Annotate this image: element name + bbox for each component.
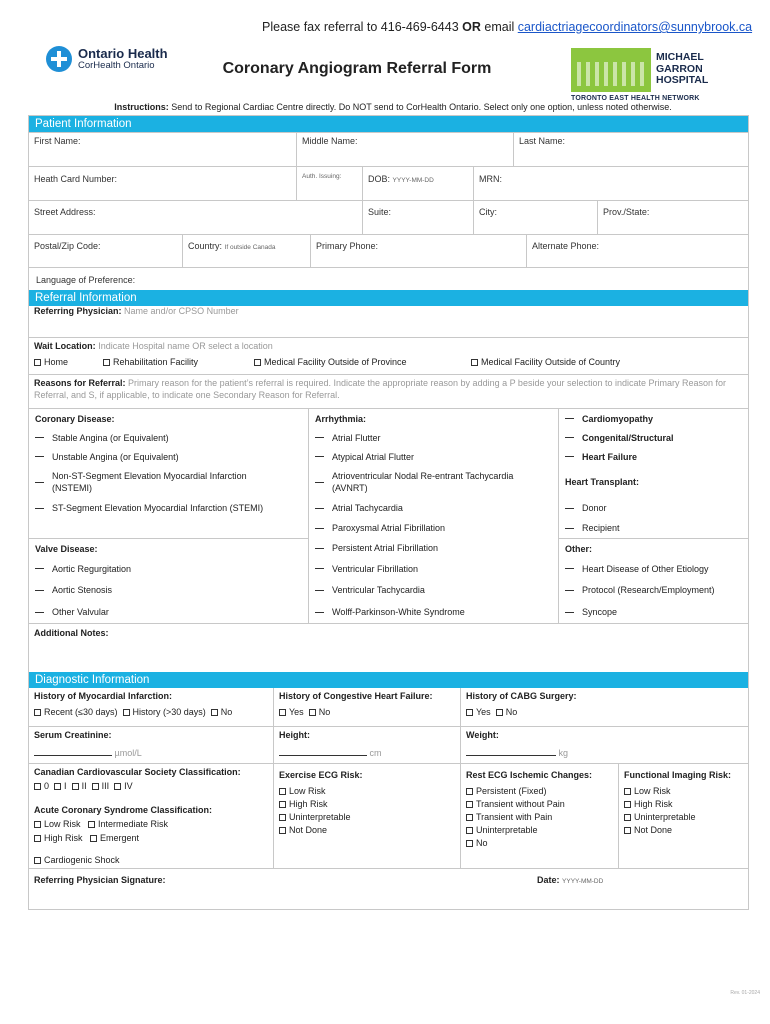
protocol-option[interactable] (559, 579, 748, 601)
loc-home-option[interactable] (34, 357, 103, 367)
loc-out-province-option[interactable] (254, 357, 471, 367)
blank-line[interactable] (565, 437, 574, 438)
checkbox-icon[interactable] (72, 783, 79, 790)
mi-recent-label: Recent (≤30 days) (44, 707, 118, 717)
mi-history-label: History (>30 days) (132, 707, 206, 717)
weight-unit: kg (558, 748, 569, 758)
atrial-tachy-label: Atrial Tachycardia (332, 503, 403, 513)
coronary-disease-head: Coronary Disease: (29, 409, 309, 428)
section-referral-information: Referral Information (29, 290, 748, 306)
ccs-4-label: IV (124, 781, 133, 791)
rest-uninterpretable-option[interactable] (466, 825, 613, 835)
fi-low-label: Low Risk (634, 786, 671, 796)
atypical-flutter-label: Atypical Atrial Flutter (332, 451, 415, 462)
dob-placeholder: YYYY-MM-DD (392, 177, 434, 184)
other-valvular-option[interactable] (29, 601, 309, 623)
checkbox-icon[interactable] (279, 814, 286, 821)
ecg-low-label: Low Risk (289, 786, 326, 796)
recipient-label: Recipient (582, 523, 620, 533)
congenital-label: Congenital/Structural (582, 432, 674, 443)
date-label: Date: (537, 875, 560, 885)
chf-yes-option[interactable] (279, 707, 304, 717)
aortic-regurgitation-option[interactable] (29, 558, 309, 579)
blank-line[interactable] (565, 456, 574, 457)
nstemi-label-2: (NSTEMI) (52, 483, 92, 493)
ecg-not-done-option[interactable] (279, 825, 455, 835)
rest-trans-pain-label: Transient with Pain (476, 812, 553, 822)
paroxysmal-af-option[interactable] (309, 518, 559, 538)
avnrt-label-2: (AVNRT) (332, 483, 368, 493)
syncope-label: Syncope (582, 607, 618, 617)
heart-failure-label: Heart Failure (582, 451, 638, 462)
checkbox-icon[interactable] (34, 835, 41, 842)
mg-line: MICHAEL (656, 51, 704, 63)
wpw-label: Wolff-Parkinson-White Syndrome (332, 607, 465, 617)
blank-line[interactable] (315, 590, 324, 591)
postal-label: Postal/Zip Code: (34, 241, 101, 251)
persistent-af-label: Persistent Atrial Fibrillation (332, 543, 439, 553)
chf-no-label: No (318, 707, 331, 717)
postal-code-field[interactable] (29, 235, 182, 267)
checkbox-icon[interactable] (103, 359, 110, 366)
ccs-acs-group (29, 764, 273, 868)
reasons-label: Reasons for Referral: (34, 378, 126, 388)
acs-emergent-option[interactable] (90, 833, 139, 843)
blank-line[interactable] (35, 456, 44, 457)
checkbox-icon[interactable] (624, 801, 631, 808)
acs-intermediate-option[interactable] (88, 819, 168, 829)
checkbox-icon[interactable] (466, 788, 473, 795)
acs-high-label: High Risk (44, 833, 83, 843)
blank-line[interactable] (35, 568, 44, 569)
functional-imaging-group (618, 764, 748, 868)
physician-signature-field[interactable] (29, 869, 532, 909)
fi-nd-label: Not Done (634, 825, 673, 835)
blank-line[interactable] (35, 437, 44, 438)
loc-out-prov-label: Medical Facility Outside of Province (264, 357, 407, 367)
atypical-flutter-option[interactable] (309, 447, 559, 466)
blank-line[interactable] (565, 528, 574, 529)
stable-angina-label: Stable Angina (or Equivalent) (52, 432, 169, 443)
checkbox-icon[interactable] (254, 359, 261, 366)
fi-not-done-option[interactable] (624, 825, 743, 835)
street-label: Street Address: (34, 207, 96, 217)
cabg-no-label: No (505, 707, 518, 717)
creatinine-unit: µmol/L (114, 748, 142, 758)
vent-tachy-label: Ventricular Tachycardia (332, 585, 425, 595)
blank-line[interactable] (315, 482, 324, 483)
physician-placeholder: Name and/or CPSO Number (124, 306, 239, 316)
cabg-head: History of CABG Surgery: (466, 691, 577, 701)
checkbox-icon[interactable] (279, 827, 286, 834)
blank-line[interactable] (565, 418, 574, 419)
mg-network: TORONTO EAST HEALTH NETWORK (571, 95, 700, 102)
chf-no-option[interactable] (309, 707, 331, 717)
physician-label: Referring Physician: (34, 306, 122, 316)
checkbox-icon[interactable] (88, 821, 95, 828)
nstemi-label: Non-ST-Segment Elevation Myocardial Infarction (52, 471, 247, 481)
other-valvular-label: Other Valvular (52, 607, 109, 617)
alternate-phone-field[interactable] (526, 235, 748, 267)
auth-issuing-field[interactable] (296, 167, 362, 200)
first-name-field[interactable] (29, 133, 296, 166)
creatinine-head: Serum Creatinine: (34, 730, 112, 740)
mi-recent-option[interactable] (34, 707, 117, 717)
ccs-1-label: I (64, 781, 67, 791)
stable-angina-option[interactable] (29, 428, 309, 447)
vent-fib-label: Ventricular Fibrillation (332, 563, 419, 574)
signature-label: Referring Physician Signature: (34, 875, 166, 885)
cardiogenic-shock-option[interactable] (34, 855, 268, 865)
city-label: City: (479, 207, 497, 217)
rest-no-label: No (476, 838, 488, 848)
rest-no-option[interactable] (466, 838, 613, 848)
rest-transient-no-pain-option[interactable] (466, 799, 613, 809)
aortic-stenosis-option[interactable] (29, 579, 309, 601)
height-head: Height: (279, 730, 310, 740)
ecg-high-option[interactable] (279, 799, 455, 809)
checkbox-icon[interactable] (92, 783, 99, 790)
dob-label: DOB: (368, 174, 391, 184)
unstable-angina-label: Unstable Angina (or Equivalent) (52, 451, 179, 462)
wait-label: Wait Location: (34, 341, 96, 351)
mrn-field[interactable] (473, 167, 748, 200)
unstable-angina-option[interactable] (29, 447, 309, 466)
blank-line[interactable] (315, 508, 324, 509)
checkbox-icon[interactable] (466, 840, 473, 847)
ccs-2-label: II (81, 781, 87, 791)
rest-persistent-option[interactable] (466, 786, 613, 796)
ccs-3-option[interactable] (92, 781, 110, 791)
country-placeholder: If outside Canada (224, 244, 276, 251)
chf-head: History of Congestive Heart Failure: (279, 691, 433, 701)
blank-line[interactable] (35, 482, 44, 483)
ccs-0-option[interactable] (34, 781, 49, 791)
ecg-unint-label: Uninterpretable (289, 812, 351, 822)
chf-yes-label: Yes (289, 707, 304, 717)
last-name-label: Last Name: (519, 136, 566, 146)
checkbox-icon[interactable] (466, 709, 473, 716)
acs-low-option[interactable] (34, 819, 81, 829)
dob-field[interactable] (362, 167, 473, 200)
creatinine-input[interactable] (34, 755, 112, 756)
other-head: Other: (559, 538, 748, 558)
empty-cell (29, 518, 309, 538)
date-field[interactable] (532, 869, 748, 909)
cabg-yes-option[interactable] (466, 707, 491, 717)
instructions-label: Instructions: (114, 102, 169, 112)
blank-line[interactable] (315, 568, 324, 569)
checkbox-icon[interactable] (123, 709, 130, 716)
fi-head: Functional Imaging Risk: (624, 770, 732, 780)
additional-notes-label: Additional Notes: (34, 628, 109, 638)
middle-name-field[interactable] (296, 133, 513, 166)
wait-placeholder: Indicate Hospital name OR select a location (98, 341, 273, 351)
avnrt-option[interactable] (309, 466, 559, 498)
weight-head: Weight: (466, 730, 499, 740)
heart-disease-other-option[interactable] (559, 558, 748, 579)
revision-note: Rev. 01-2024 (730, 990, 760, 996)
checkbox-icon[interactable] (471, 359, 478, 366)
checkbox-icon[interactable] (624, 814, 631, 821)
instructions (0, 102, 770, 112)
mrn-label: MRN: (479, 174, 502, 184)
rest-unint-label: Uninterpretable (476, 825, 538, 835)
alt-phone-label: Alternate Phone: (532, 241, 600, 251)
blank-line[interactable] (565, 508, 574, 509)
atrial-flutter-label: Atrial Flutter (332, 432, 381, 443)
rest-ecg-group (460, 764, 618, 868)
donor-option[interactable] (559, 498, 748, 518)
wpw-option[interactable] (309, 601, 559, 623)
language-field[interactable] (29, 268, 748, 290)
wait-location-field[interactable] (29, 338, 748, 374)
health-card-label: Heath Card Number: (34, 174, 118, 184)
email-link[interactable]: cardiactriagecoordinators@sunnybrook.ca (517, 20, 753, 34)
hospital-building-icon (571, 48, 651, 92)
rest-head: Rest ECG Ischemic Changes: (466, 770, 593, 780)
health-card-field[interactable] (29, 167, 296, 200)
fax-or: OR (462, 20, 481, 34)
shock-label: Cardiogenic Shock (44, 855, 120, 865)
loc-home-label: Home (44, 357, 69, 367)
fi-high-label: High Risk (634, 799, 673, 809)
heart-transplant-head: Heart Transplant: (565, 477, 640, 487)
ecg-high-label: High Risk (289, 799, 328, 809)
ccs-head: Canadian Cardiovascular Society Classification: (34, 767, 241, 777)
nstemi-option[interactable] (29, 466, 309, 498)
additional-notes-field[interactable] (29, 624, 748, 672)
blank-line[interactable] (35, 590, 44, 591)
blank-line[interactable] (565, 568, 574, 569)
mg-name (656, 52, 708, 87)
ecg-uninterpretable-option[interactable] (279, 812, 455, 822)
checkbox-icon[interactable] (114, 783, 121, 790)
ecg-head: Exercise ECG Risk: (279, 770, 363, 780)
middle-name-label: Middle Name: (302, 136, 358, 146)
checkbox-icon[interactable] (279, 801, 286, 808)
height-unit: cm (369, 748, 382, 758)
aortic-stenosis-label: Aortic Stenosis (52, 585, 113, 595)
avnrt-label: Atrioventricular Nodal Re-entrant Tachycardia (332, 471, 514, 481)
referral-form (28, 115, 749, 910)
aortic-regurg-label: Aortic Regurgitation (52, 563, 132, 574)
heart-failure-option[interactable] (559, 447, 748, 466)
cardiomyopathy-label: Cardiomyopathy (582, 413, 654, 424)
prov-state-field[interactable] (597, 201, 748, 234)
height-field[interactable] (273, 727, 460, 763)
mi-history-group (29, 688, 273, 726)
country-label: Country: (188, 241, 223, 251)
recipient-option[interactable] (559, 518, 748, 538)
stemi-option[interactable] (29, 498, 309, 518)
heart-disease-other-label: Heart Disease of Other Etiology (582, 563, 709, 574)
checkbox-icon[interactable] (279, 709, 286, 716)
oh-logo-name: Ontario Health (78, 46, 168, 61)
mi-head: History of Myocardial Infarction: (34, 691, 173, 701)
checkbox-icon[interactable] (624, 788, 631, 795)
weight-field[interactable] (460, 727, 748, 763)
referring-physician-field[interactable] (29, 306, 748, 337)
suite-field[interactable] (362, 201, 473, 234)
suite-label: Suite: (368, 207, 392, 217)
checkbox-icon[interactable] (211, 709, 218, 716)
checkbox-icon[interactable] (466, 801, 473, 808)
ccs-0-label: 0 (44, 781, 50, 791)
checkbox-icon[interactable] (34, 821, 41, 828)
checkbox-icon[interactable] (90, 835, 97, 842)
blank-line[interactable] (315, 612, 324, 613)
chf-history-group (273, 688, 460, 726)
fax-instructions (262, 20, 752, 34)
oh-logo-sub: CorHealth Ontario (78, 60, 155, 71)
date-placeholder: YYYY-MM-DD (562, 878, 604, 885)
fax-text: Please fax referral to 416-469-6443 (262, 20, 459, 34)
checkbox-icon[interactable] (34, 783, 41, 790)
acs-low-label: Low Risk (44, 819, 81, 829)
loc-out-country-label: Medical Facility Outside of Country (481, 357, 621, 367)
reasons-grid (29, 408, 748, 623)
acs-high-option[interactable] (34, 833, 83, 843)
blank-line[interactable] (565, 590, 574, 591)
prov-label: Prov./State: (603, 207, 650, 217)
mi-no-label: No (220, 707, 233, 717)
loc-out-country-option[interactable] (471, 357, 620, 367)
ventricular-tachycardia-option[interactable] (309, 579, 559, 601)
atrial-flutter-option[interactable] (309, 428, 559, 447)
fi-high-option[interactable] (624, 799, 743, 809)
ccs-4-option[interactable] (114, 781, 133, 791)
acs-head: Acute Coronary Syndrome Classification: (34, 805, 213, 815)
checkbox-icon[interactable] (466, 814, 473, 821)
ccs-1-option[interactable] (54, 781, 67, 791)
fi-low-option[interactable] (624, 786, 743, 796)
primary-phone-field[interactable] (310, 235, 526, 267)
ccs-2-option[interactable] (72, 781, 87, 791)
blank-line[interactable] (315, 528, 324, 529)
checkbox-icon[interactable] (496, 709, 503, 716)
ecg-low-option[interactable] (279, 786, 455, 796)
rest-trans-no-label: Transient without Pain (476, 799, 565, 809)
cabg-yes-label: Yes (476, 707, 491, 717)
acs-emerg-label: Emergent (100, 833, 140, 843)
checkbox-icon[interactable] (34, 359, 41, 366)
acs-inter-label: Intermediate Risk (98, 819, 169, 829)
ccs-3-label: III (101, 781, 110, 791)
first-name-label: First Name: (34, 136, 81, 146)
blank-line[interactable] (35, 508, 44, 509)
checkbox-icon[interactable] (34, 709, 41, 716)
auth-issuing-label: Auth. Issuing: (302, 173, 342, 180)
arrhythmia-head: Arrhythmia: (309, 409, 559, 428)
ecg-nd-label: Not Done (289, 825, 328, 835)
exercise-ecg-group (273, 764, 460, 868)
checkbox-icon[interactable] (34, 857, 41, 864)
reasons-for-referral (29, 375, 748, 408)
country-field[interactable] (182, 235, 310, 267)
street-address-field[interactable] (29, 201, 362, 234)
form-title: Coronary Angiogram Referral Form (222, 60, 492, 77)
fi-uninterpretable-option[interactable] (624, 812, 743, 822)
mg-line: GARRON (656, 62, 703, 75)
checkbox-icon[interactable] (54, 783, 61, 790)
section-diagnostic-information: Diagnostic Information (29, 672, 748, 688)
parox-af-label: Paroxysmal Atrial Fibrillation (332, 523, 446, 533)
email-prefix: email (484, 20, 515, 34)
atrial-tachycardia-option[interactable] (309, 498, 559, 518)
last-name-field[interactable] (513, 133, 748, 166)
checkbox-icon[interactable] (624, 827, 631, 834)
primary-phone-label: Primary Phone: (316, 241, 379, 251)
reasons-text: Primary reason for the patient’s referral is required. Indicate the appropriate reason by adding a P beside your selection to indicate Primary Reason for Referral, and S, if applicable, to indicate one Secondary Reason for Referral. (34, 378, 727, 400)
loc-rehab-option[interactable] (103, 357, 254, 367)
mi-no-option[interactable] (211, 707, 233, 717)
blank-line[interactable] (315, 548, 324, 549)
section-patient-information: Patient Information (29, 116, 748, 132)
loc-rehab-label: Rehabilitation Facility (113, 357, 199, 367)
blank-line[interactable] (35, 612, 44, 613)
language-label: Language of Preference: (36, 275, 136, 285)
valve-disease-head: Valve Disease: (29, 538, 309, 558)
cabg-history-group (460, 688, 748, 726)
protocol-label: Protocol (Research/Employment) (582, 585, 715, 595)
persistent-af-option[interactable] (309, 538, 559, 558)
cardiomyopathy-option[interactable] (559, 409, 748, 428)
cabg-no-option[interactable] (496, 707, 518, 717)
blank-line[interactable] (565, 612, 574, 613)
weight-input[interactable] (466, 755, 556, 756)
donor-label: Donor (582, 503, 607, 513)
mi-history-option[interactable] (123, 707, 206, 717)
checkbox-icon[interactable] (466, 827, 473, 834)
blank-line[interactable] (315, 437, 324, 438)
height-input[interactable] (279, 755, 367, 756)
congenital-option[interactable] (559, 428, 748, 447)
serum-creatinine-field[interactable] (29, 727, 273, 763)
fi-unint-label: Uninterpretable (634, 812, 696, 822)
syncope-option[interactable] (559, 601, 748, 623)
rest-transient-pain-option[interactable] (466, 812, 613, 822)
rest-persist-label: Persistent (Fixed) (476, 786, 547, 796)
mg-line: HOSPITAL (656, 74, 709, 86)
stemi-label: ST-Segment Elevation Myocardial Infarction (STEMI) (52, 503, 264, 513)
city-field[interactable] (473, 201, 597, 234)
instructions-text: Send to Regional Cardiac Centre directly. Do NOT send to CorHealth Ontario. Select only one option, unless noted otherwise. (171, 102, 672, 112)
checkbox-icon[interactable] (309, 709, 316, 716)
checkbox-icon[interactable] (279, 788, 286, 795)
blank-line[interactable] (315, 456, 324, 457)
ventricular-fibrillation-option[interactable] (309, 558, 559, 579)
